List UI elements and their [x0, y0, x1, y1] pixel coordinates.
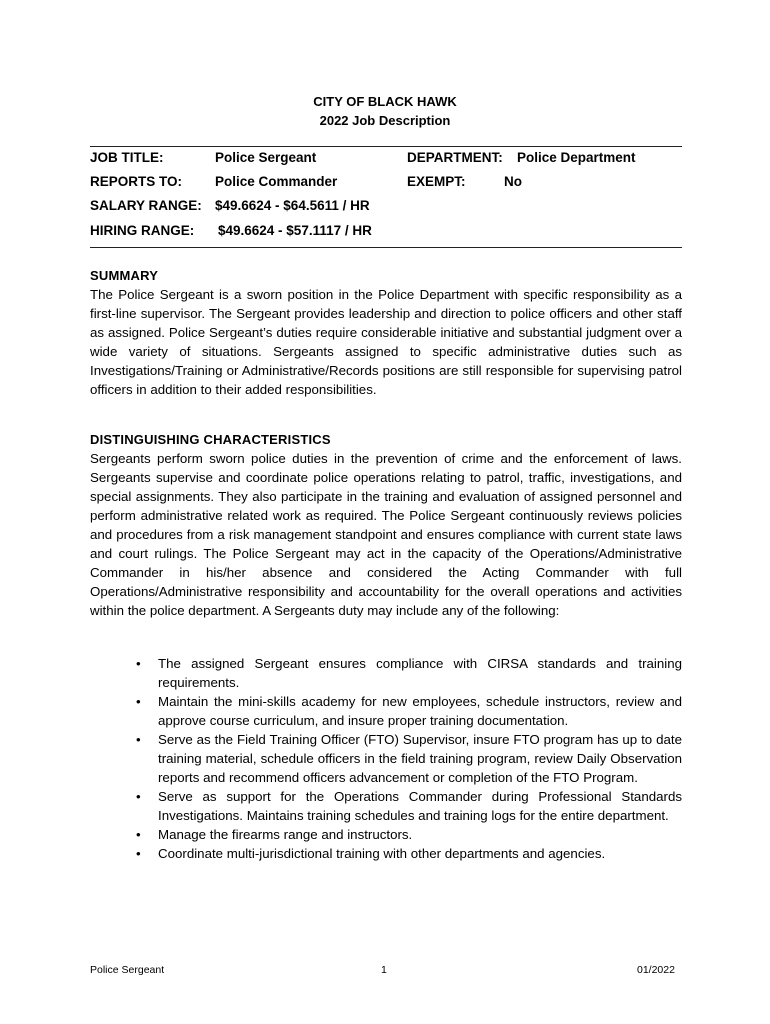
bullet-icon: •: [136, 827, 141, 842]
department-value: Police Department: [517, 150, 636, 165]
duty-text: Coordinate multi-jurisdictional training with other departments and agencies.: [158, 846, 606, 861]
bottom-rule: [90, 247, 682, 248]
job-title-value: Police Sergeant: [215, 150, 317, 165]
distinguishing-text: Sergeants perform sworn police duties in the prevention of crime and the enforcement of laws. Sergeants supervise and coordinate police operations relating to patrol, traffic, investigations, and special assignments. They also participate in the training and evaluation of assigned personnel and perform administrative related work as required. The Police Sergeant continuously reviews policies and procedures from a risk management standpoint and ensures compliance with current state laws and court rulings. The Police Sergeant may act in the capacity of the Operations/Administrative Commander in his/her absence and considered the Acting Commander with full Operations/Administrative responsibility and accountability for the overall operations and activities within the police department. A Sergeants duty may include any of the following:: [90, 451, 682, 618]
department-label: DEPARTMENT:: [407, 150, 503, 165]
duty-text: Serve as the Field Training Officer (FTO) Supervisor, insure FTO program has up to date training material, schedule officers in the field training program, review Daily Observation reports and recommend officers advancement or completion of the FTO Program.: [158, 732, 682, 785]
summary-heading: SUMMARY: [90, 268, 159, 283]
bullet-icon: •: [136, 732, 141, 747]
footer-date: 01/2022: [637, 964, 675, 976]
list-item: [136, 654, 682, 692]
hiring-range-label: HIRING RANGE:: [90, 223, 195, 238]
list-item: [136, 787, 682, 825]
duty-text: The assigned Sergeant ensures compliance with CIRSA standards and training requirements.: [158, 656, 682, 690]
distinguishing-section: [90, 430, 682, 620]
job-title-label: JOB TITLE:: [90, 150, 164, 165]
duty-text: Maintain the mini-skills academy for new employees, schedule instructors, review and approve course curriculum, and insure proper training documentation.: [158, 694, 682, 728]
reports-to-label: REPORTS TO:: [90, 174, 183, 189]
duty-text: Manage the firearms range and instructors.: [158, 827, 413, 842]
bullet-icon: •: [136, 789, 141, 804]
top-rule: [90, 146, 682, 147]
page-number: 1: [381, 964, 387, 976]
exempt-label: EXEMPT:: [407, 174, 466, 189]
salary-range-label: SALARY RANGE:: [90, 198, 202, 213]
summary-section: [90, 266, 682, 399]
bullet-icon: •: [136, 694, 141, 709]
duty-text: Serve as support for the Operations Commander during Professional Standards Investigations. Maintains training schedules and training logs for the entire department.: [158, 789, 682, 823]
document-title: 2022 Job Description: [319, 113, 451, 128]
exempt-value: No: [504, 174, 522, 189]
list-item: [136, 692, 682, 730]
distinguishing-heading: DISTINGUISHING CHARACTERISTICS: [90, 432, 331, 447]
hiring-range-value: $49.6624 - $57.1117 / HR: [218, 223, 372, 238]
reports-to-value: Police Commander: [215, 174, 338, 189]
bullet-icon: •: [136, 846, 141, 861]
list-item: [136, 825, 682, 844]
bullet-icon: •: [136, 656, 141, 671]
footer-left: Police Sergeant: [90, 964, 165, 976]
summary-text: The Police Sergeant is a sworn position in the Police Department with specific responsibility as a first-line supervisor. The Sergeant provides leadership and direction to police officers and other staff as assigned. Police Sergeant’s duties require considerable initiative and substantial judgment over a wide variety of situations. Sergeants assigned to specific administrative duties such as Investigations/Training or Administrative/Records positions are still responsible for supervising patrol officers in addition to their added responsibilities.: [90, 287, 682, 397]
salary-range-value: $49.6624 - $64.5611 / HR: [215, 198, 370, 213]
organization-name: CITY OF BLACK HAWK: [313, 94, 457, 109]
list-item: [136, 730, 682, 787]
duties-list: [136, 654, 682, 863]
list-item: [136, 844, 682, 863]
